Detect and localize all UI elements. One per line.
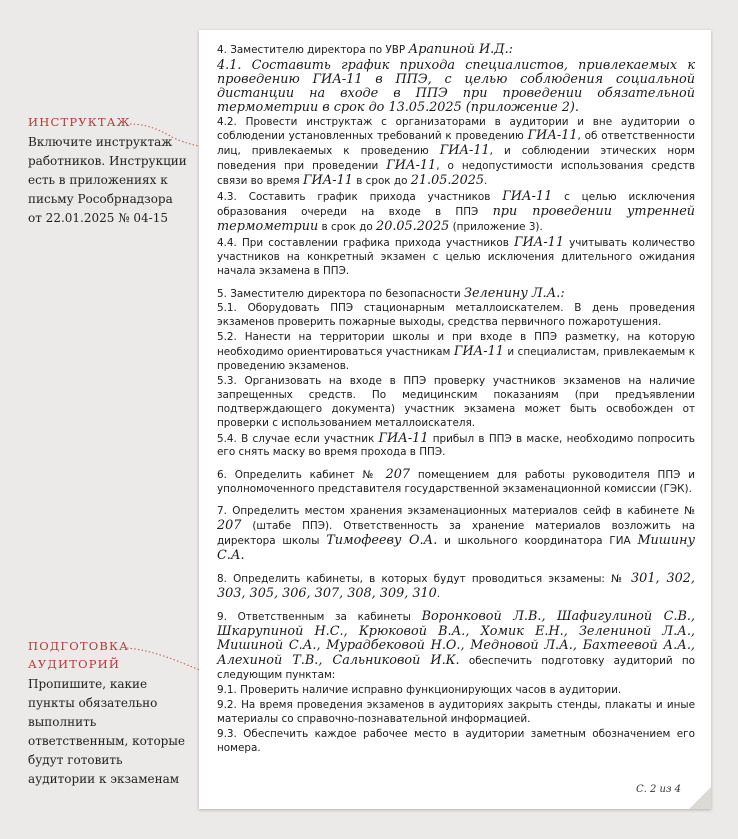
note-text: Пропишите, какие пункты обязательно выполнить ответственным, которые будут готовить аудитории к экзаменам (28, 677, 186, 786)
section-9-title: 9. Ответственным за кабинеты Воронковой Л.В., Шафигулиной С.В., Шкарупиной Н.С., Крюковой В.А., Хомик Е.Н., Зелениной Л.А., Мишиной С.А., Мурадбековой Н.О., Медновой Л.А., Бахтеевой А.А., Алехиной Т.В., Сальниковой И.К. обеспечить подготовку аудиторий по следующим пунктам: (217, 608, 695, 682)
item-4-3: 4.3. Составить график прихода участников ГИА-11 с целью исключения образования очереди на входе в ППЭ при проведении утренней термометрии в срок до 20.05.2025 (приложение 3). (217, 189, 696, 234)
page-number: С. 2 из 4 (636, 784, 681, 795)
note-instruction (28, 113, 188, 228)
item-5-1: 5.1. Оборудовать ППЭ стационарным металлоискателем. В день проведения экзаменов проверить пожарные выходы, средства первичного пожаротушения. (217, 302, 695, 329)
item-4-2: 4.2. Провести инструктаж с организаторами в аудитории и вне аудитории о соблюдении установленных требований к проведению ГИА-11, об ответственности лиц, привлекаемых к проведению ГИА-11, и соблюдении этических норм поведения при проведении ГИА-11, о недопустимости использования средств связи во время ГИА-11 в срок до 21.05.2025. (217, 115, 696, 189)
page-curl (689, 787, 711, 809)
item-9-2: 9.2. На время проведения экзаменов в аудиториях закрыть стенды, плакаты и иные материалы со справочно-познавательной информацией. (217, 699, 695, 725)
item-4-4: 4.4. При составлении графика прихода участников ГИА-11 учитывать количество участников на конкретный экзамен с целью исключения длительного ожидания начала экзамена в ППЭ. (217, 234, 695, 277)
section-8: 8. Определить кабинеты, в которых будут проводиться экзамены: № 301, 302, 303, 305, 306, 307, 308, 309, 310. (217, 570, 695, 601)
note-rooms (28, 637, 188, 789)
section-4-title: 4. Заместителю директора по УВР Арапиной И.Д.: (217, 42, 513, 57)
item-4-1: 4.1. Составить график прихода специалистов, привлекаемых к проведению ГИА-11 в ППЭ, с целью соблюдения социальной дистанции на входе в ППЭ при проведении обязательной термометрии в срок до 13.05.2025 (приложение 2). (217, 57, 695, 115)
item-5-4: 5.4. В случае если участник ГИА-11 прибыл в ППЭ в маске, необходимо попросить его снять маску во время прохода в ППЭ. (217, 430, 695, 459)
note-heading: ИНСТРУКТАЖ (28, 115, 131, 129)
item-9-1: 9.1. Проверить наличие исправно функционирующих часов в аудитории. (217, 684, 622, 697)
item-9-3: 9.3. Обеспечить каждое рабочее место в аудитории заметным обозначением его номера. (217, 727, 695, 754)
item-5-2: 5.2. Нанести на территории школы и при входе в ППЭ разметку, на которую необходимо ориентироваться участникам ГИА-11 и специалистам, привлекаемым к проведению экзаменов. (217, 331, 695, 373)
section-7: 7. Определить местом хранения экзаменационных материалов сейф в кабинете № 207 (штабе ППЭ). Ответственность за хранение материалов возложить на директора школы Тимофееву О.А. и школьного координатора ГИА Мишину С.А. (217, 505, 695, 563)
note-heading: ПОДГОТОВКА АУДИТОРИЙ (28, 639, 130, 671)
note-text: Включите инструктаж работников. Инструкции есть в приложениях к письму Рособрнадзора от 22.01.2025 № 04-15 (28, 135, 187, 225)
document-page (199, 30, 711, 809)
document-body (217, 43, 695, 756)
item-5-3: 5.3. Организовать на входе в ППЭ проверку участников экзаменов на наличие запрещенных средств. По медицинским показаниям (при предъявлении подтверждающего документа) участник экзамена может быть освобожден от проверки с использованием металлоискателя. (217, 374, 695, 429)
section-5-title: 5. Заместителю директора по безопасности Зеленину Л.А.: (217, 285, 565, 301)
section-6: 6. Определить кабинет № 207 помещением для работы руководителя ППЭ и уполномоченного представителя государственной экзаменационной комиссии (ГЭК). (217, 467, 695, 496)
